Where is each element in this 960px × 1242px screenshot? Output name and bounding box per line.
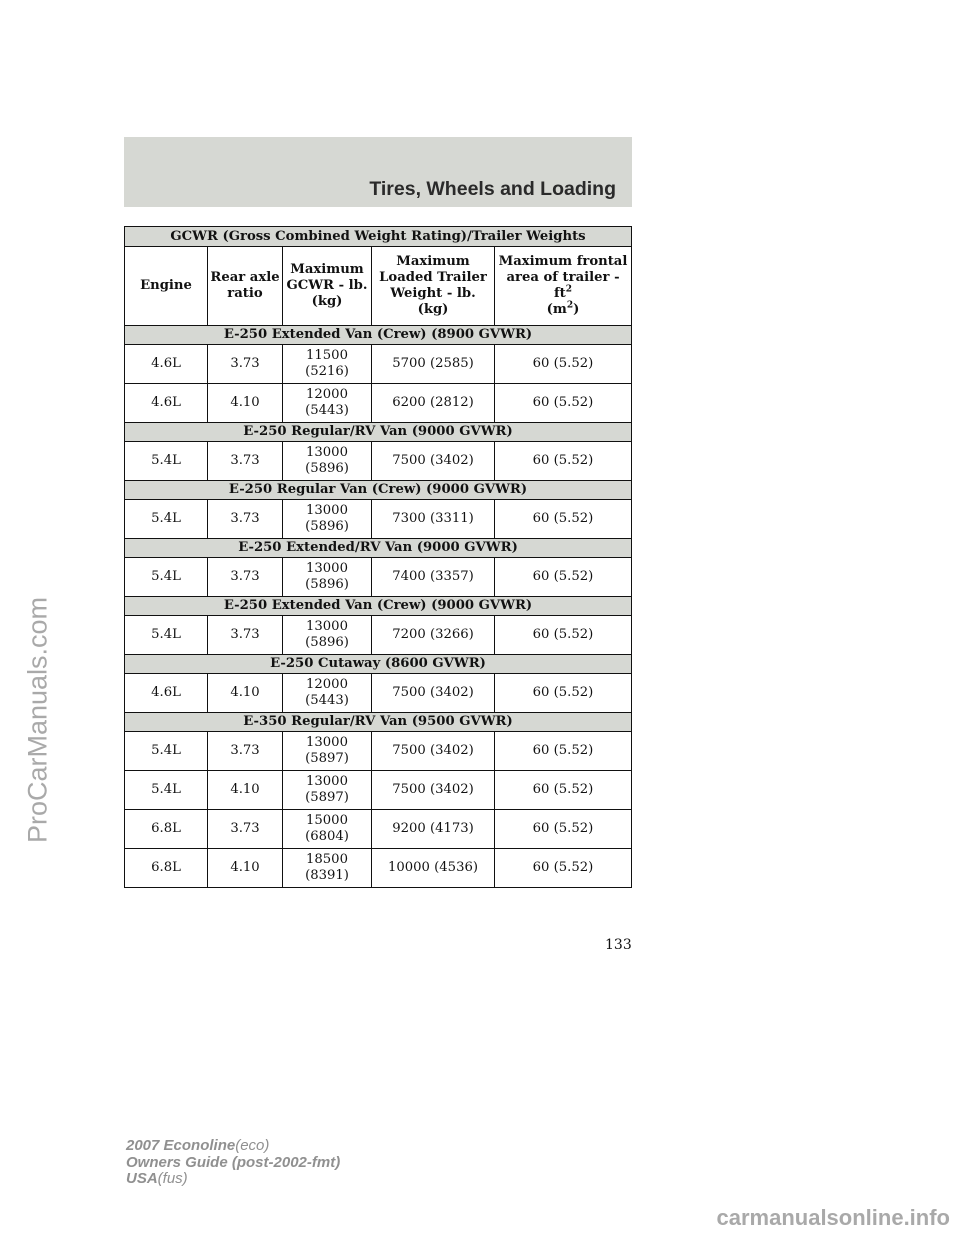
section-label: E-250 Regular/RV Van (9000 GVWR) [125,423,632,442]
gcwr-kg: (5896) [305,519,349,534]
cell-engine: 5.4L [125,558,208,597]
cell-engine: 5.4L [125,500,208,539]
col-header-frontal-text: Maximum frontal area of trailer - ft [498,254,628,301]
cell-frontal-area: 60 (5.52) [495,771,632,810]
section-header-band [124,137,632,207]
cell-engine: 5.4L [125,732,208,771]
cell-axle-ratio: 3.73 [208,442,283,481]
cell-engine: 6.8L [125,849,208,888]
cell-engine: 5.4L [125,616,208,655]
footer-model: 2007 Econoline [126,1137,236,1154]
section-title: Tires, Wheels and Loading [369,178,616,200]
superscript-2: 2 [565,284,573,295]
cell-gcwr [283,771,372,810]
gcwr-kg: (5896) [305,577,349,592]
superscript-2: 2 [566,300,574,311]
cell-frontal-area: 60 (5.52) [495,384,632,423]
table-row [125,345,632,384]
cell-engine: 4.6L [125,384,208,423]
col-header-engine: Engine [125,247,208,326]
table-title-row [125,227,632,247]
cell-trailer-weight: 6200 (2812) [372,384,495,423]
footer-line-2 [126,1155,340,1172]
cell-engine: 6.8L [125,810,208,849]
col-header-frontal [495,247,632,326]
gcwr-lb: 13000 [306,561,348,576]
cell-axle-ratio: 3.73 [208,500,283,539]
cell-gcwr [283,810,372,849]
table-header-row [125,247,632,326]
cell-gcwr [283,558,372,597]
table-row [125,384,632,423]
cell-axle-ratio: 4.10 [208,674,283,713]
table-row [125,616,632,655]
cell-frontal-area: 60 (5.52) [495,674,632,713]
cell-axle-ratio: 3.73 [208,345,283,384]
gcwr-kg: (6804) [305,829,349,844]
cell-trailer-weight: 7500 (3402) [372,442,495,481]
gcwr-lb: 13000 [306,503,348,518]
side-watermark-text: ProCarManuals.com [22,596,53,844]
gcwr-kg: (5896) [305,461,349,476]
cell-engine: 4.6L [125,674,208,713]
gcwr-lb: 13000 [306,445,348,460]
table-title: GCWR (Gross Combined Weight Rating)/Trailer Weights [125,227,632,247]
section-label: E-250 Extended/RV Van (9000 GVWR) [125,539,632,558]
table-row [125,500,632,539]
gcwr-lb: 12000 [306,387,348,402]
footer-region: USA [126,1170,158,1187]
table-body [125,326,632,888]
cell-frontal-area: 60 (5.52) [495,810,632,849]
gcwr-kg: (5897) [305,751,349,766]
cell-trailer-weight: 7500 (3402) [372,674,495,713]
cell-trailer-weight: 7300 (3311) [372,500,495,539]
side-watermark [14,500,62,940]
cell-gcwr [283,345,372,384]
gcwr-lb: 13000 [306,735,348,750]
cell-gcwr [283,616,372,655]
cell-frontal-area: 60 (5.52) [495,616,632,655]
gcwr-lb: 13000 [306,774,348,789]
section-label: E-350 Regular/RV Van (9500 GVWR) [125,713,632,732]
table-section-row [125,539,632,558]
bottom-watermark: carmanualsonline.info [716,1205,950,1230]
cell-frontal-area: 60 (5.52) [495,849,632,888]
cell-engine: 5.4L [125,442,208,481]
table-row [125,771,632,810]
col-header-frontal-close: ) [573,302,580,317]
table-section-row [125,326,632,345]
section-label: E-250 Extended Van (Crew) (8900 GVWR) [125,326,632,345]
col-header-frontal-unit: (m [546,302,567,317]
table-row [125,732,632,771]
cell-trailer-weight: 5700 (2585) [372,345,495,384]
col-header-axle: Rear axle ratio [208,247,283,326]
cell-gcwr [283,442,372,481]
cell-trailer-weight: 10000 (4536) [372,849,495,888]
cell-engine: 5.4L [125,771,208,810]
cell-trailer-weight: 7500 (3402) [372,732,495,771]
table-section-row [125,655,632,674]
cell-axle-ratio: 4.10 [208,771,283,810]
cell-trailer-weight: 7400 (3357) [372,558,495,597]
table-row [125,442,632,481]
table-section-row [125,713,632,732]
gcwr-kg: (5443) [305,693,349,708]
cell-trailer-weight: 7200 (3266) [372,616,495,655]
cell-gcwr [283,674,372,713]
col-header-trailer: Maximum Loaded Trailer Weight - lb. (kg) [372,247,495,326]
gcwr-kg: (5897) [305,790,349,805]
cell-axle-ratio: 3.73 [208,616,283,655]
table-row [125,810,632,849]
cell-axle-ratio: 3.73 [208,810,283,849]
page-number: 133 [605,937,632,953]
cell-engine: 4.6L [125,345,208,384]
cell-trailer-weight: 9200 (4173) [372,810,495,849]
footer-region-code: (fus) [157,1170,188,1187]
gcwr-trailer-weights-table [124,226,632,888]
footer-line-1 [126,1138,340,1155]
document-footer [126,1138,340,1188]
cell-gcwr [283,849,372,888]
cell-gcwr [283,384,372,423]
gcwr-lb: 12000 [306,677,348,692]
cell-gcwr [283,500,372,539]
gcwr-kg: (8391) [305,868,349,883]
section-label: E-250 Cutaway (8600 GVWR) [125,655,632,674]
footer-line-3 [126,1171,340,1188]
gcwr-kg: (5896) [305,635,349,650]
table-section-row [125,597,632,616]
gcwr-lb: 18500 [306,852,348,867]
table-section-row [125,423,632,442]
cell-frontal-area: 60 (5.52) [495,345,632,384]
cell-axle-ratio: 4.10 [208,384,283,423]
gcwr-kg: (5216) [305,364,349,379]
footer-guide: Owners Guide (post-2002-fmt) [126,1153,341,1171]
cell-gcwr [283,732,372,771]
cell-axle-ratio: 3.73 [208,732,283,771]
section-label: E-250 Extended Van (Crew) (9000 GVWR) [125,597,632,616]
cell-axle-ratio: 3.73 [208,558,283,597]
gcwr-lb: 11500 [306,348,348,363]
footer-model-code: (eco) [235,1137,270,1154]
table-row [125,674,632,713]
cell-axle-ratio: 4.10 [208,849,283,888]
section-label: E-250 Regular Van (Crew) (9000 GVWR) [125,481,632,500]
table-row [125,558,632,597]
gcwr-kg: (5443) [305,403,349,418]
cell-frontal-area: 60 (5.52) [495,500,632,539]
table-section-row [125,481,632,500]
gcwr-lb: 13000 [306,619,348,634]
col-header-gcwr: Maximum GCWR - lb. (kg) [283,247,372,326]
gcwr-lb: 15000 [306,813,348,828]
cell-frontal-area: 60 (5.52) [495,558,632,597]
cell-frontal-area: 60 (5.52) [495,442,632,481]
table-row [125,849,632,888]
cell-frontal-area: 60 (5.52) [495,732,632,771]
cell-trailer-weight: 7500 (3402) [372,771,495,810]
